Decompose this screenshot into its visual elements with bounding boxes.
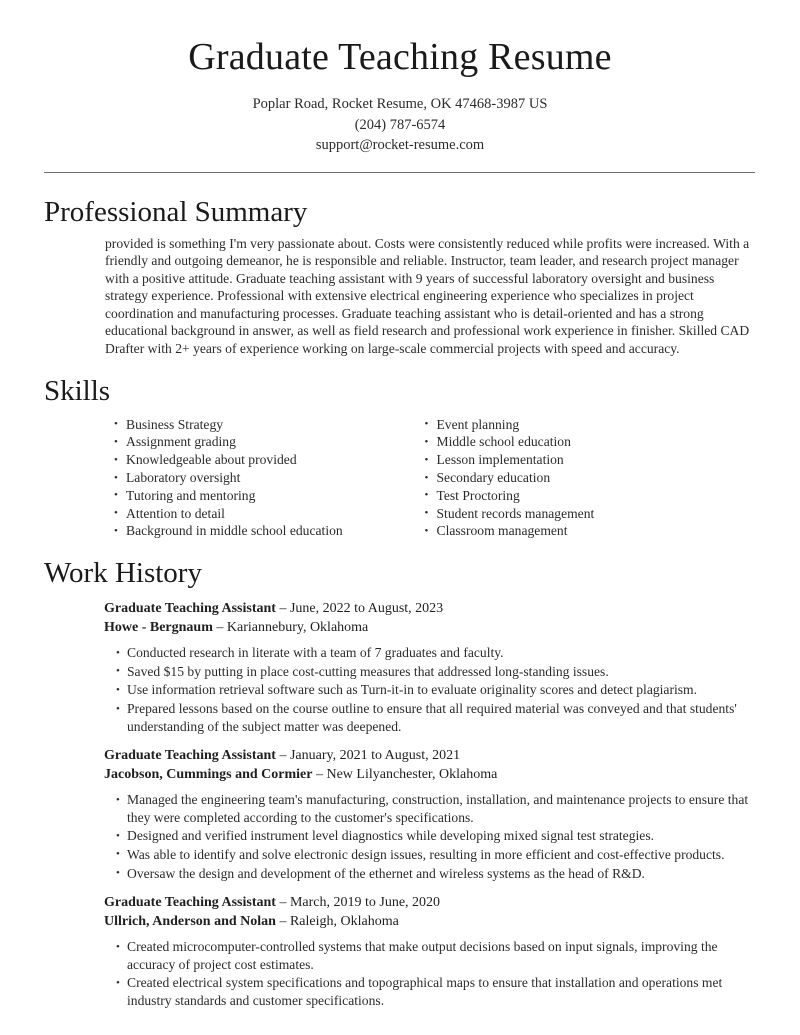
list-item: • Saved $15 by putting in place cost-cutting measures that addressed long-standing issues. (116, 663, 755, 681)
job-title: Graduate Teaching Assistant (104, 895, 276, 911)
job-title-line: Graduate Teaching Assistant – January, 2021 to August, 2021 (104, 748, 461, 764)
list-item: • Designed and verified instrument level diagnostics while developing mixed signal test strategies. (116, 827, 755, 845)
job-company: Ullrich, Anderson and Nolan (104, 913, 276, 929)
summary-paragraph: provided is something I'm very passionate about. Costs were consistently reduced while profits were increased. With a friendly and outgoing demeanor, he is responsible and reliable. Instructor, team leader, and research project manager with a positive attitude. Graduate teaching assistant with 9 years of successful laboratory oversight and business strategy experience. Professional with extensive electrical engineering experience who specializes in project coordination and manufacturing processes. Graduate teaching assistant who is detail-oriented and has a strong educational background in answer, as well as field research and professional work experience in finisher. Skilled CAD Drafter with 2+ years of experience working on large-scale commercial projects with speed and accuracy. (105, 235, 750, 357)
job-company-line: Jacobson, Cummings and Cormier – New Lilyanchester, Oklahoma (104, 766, 498, 782)
list-item: • Secondary education (425, 469, 756, 487)
list-item: • Created electrical system specifications and topographical maps to ensure that installation and operations met industry standards and customer specifications. (116, 974, 755, 1009)
list-item: • Use information retrieval software such as Turn-it-in to evaluate originality scores and detect plagiarism. (116, 681, 755, 699)
work-history-entry (44, 600, 755, 735)
job-dates: January, 2021 to August, 2021 (289, 748, 461, 764)
skills-list-left (114, 416, 400, 541)
list-item: • Attention to detail (114, 505, 400, 523)
list-item: • Conducted research in literate with a team of 7 graduates and faculty. (116, 644, 755, 662)
list-item: • Background in middle school education (114, 522, 400, 540)
work-history-entry (44, 747, 755, 882)
list-item: • Event planning (425, 416, 756, 434)
job-location: Raleigh, Oklahoma (289, 913, 399, 929)
resume-header (0, 0, 800, 156)
job-bullets (44, 644, 755, 735)
list-item: • Student records management (425, 505, 756, 523)
list-item: • Business Strategy (114, 416, 400, 434)
list-item: • Laboratory oversight (114, 469, 400, 487)
section-work-history (0, 556, 800, 1009)
list-item: • Created microcomputer-controlled systems that make output decisions based on input signals, improving the accuracy of project cost estimates. (116, 938, 755, 973)
job-company: Howe - Bergnaum (104, 619, 213, 635)
job-bullets (44, 791, 755, 882)
skills-column-right (400, 416, 756, 541)
job-company: Jacobson, Cummings and Cormier (104, 766, 313, 782)
list-item: • Knowledgeable about provided (114, 451, 400, 469)
page-title: Graduate Teaching Resume (188, 36, 612, 78)
job-location: Kariannebury, Oklahoma (226, 619, 369, 635)
list-item: • Lesson implementation (425, 451, 756, 469)
section-professional-summary (0, 195, 800, 358)
list-item: • Classroom management (425, 522, 756, 540)
job-company-line: Ullrich, Anderson and Nolan – Raleigh, Oklahoma (104, 913, 399, 929)
section-heading-skills: Skills (44, 374, 111, 407)
skills-list-right (425, 416, 756, 541)
list-item: • Was able to identify and solve electronic design issues, resulting in more efficient and cost-effective products. (116, 846, 755, 864)
job-bullets (44, 938, 755, 1009)
skills-column-left (44, 416, 400, 541)
section-skills (0, 374, 800, 541)
job-title: Graduate Teaching Assistant (104, 601, 276, 617)
job-title-line: Graduate Teaching Assistant – June, 2022 to August, 2023 (104, 601, 444, 617)
list-item: • Prepared lessons based on the course outline to ensure that all required material was conveyed and that students' understanding of the subject matter was deepened. (116, 700, 755, 735)
list-item: • Middle school education (425, 433, 756, 451)
section-heading-work-history: Work History (44, 557, 202, 590)
job-company-line: Howe - Bergnaum – Kariannebury, Oklahoma (104, 619, 369, 635)
contact-address: Poplar Road, Rocket Resume, OK 47468-3987 US (252, 96, 548, 112)
list-item: • Tutoring and mentoring (114, 487, 400, 505)
section-heading-summary: Professional Summary (44, 195, 308, 228)
list-item: • Assignment grading (114, 433, 400, 451)
contact-phone: (204) 787-6574 (354, 116, 446, 133)
work-history-entry (44, 894, 755, 1009)
skills-columns (44, 416, 755, 541)
job-dates: March, 2019 to June, 2020 (289, 895, 441, 911)
list-item: • Test Proctoring (425, 487, 756, 505)
job-location: New Lilyanchester, Oklahoma (326, 766, 498, 782)
contact-email: support@rocket-resume.com (315, 137, 485, 153)
header-divider (44, 172, 755, 173)
job-title-line: Graduate Teaching Assistant – March, 2019 to June, 2020 (104, 895, 441, 911)
list-item: • Oversaw the design and development of the ethernet and wireless systems as the head of R&D. (116, 865, 755, 883)
job-dates: June, 2022 to August, 2023 (289, 601, 444, 617)
job-title: Graduate Teaching Assistant (104, 748, 276, 764)
list-item: • Managed the engineering team's manufacturing, construction, installation, and maintenance projects to ensure that they were completed according to the customer's specifications. (116, 791, 755, 826)
